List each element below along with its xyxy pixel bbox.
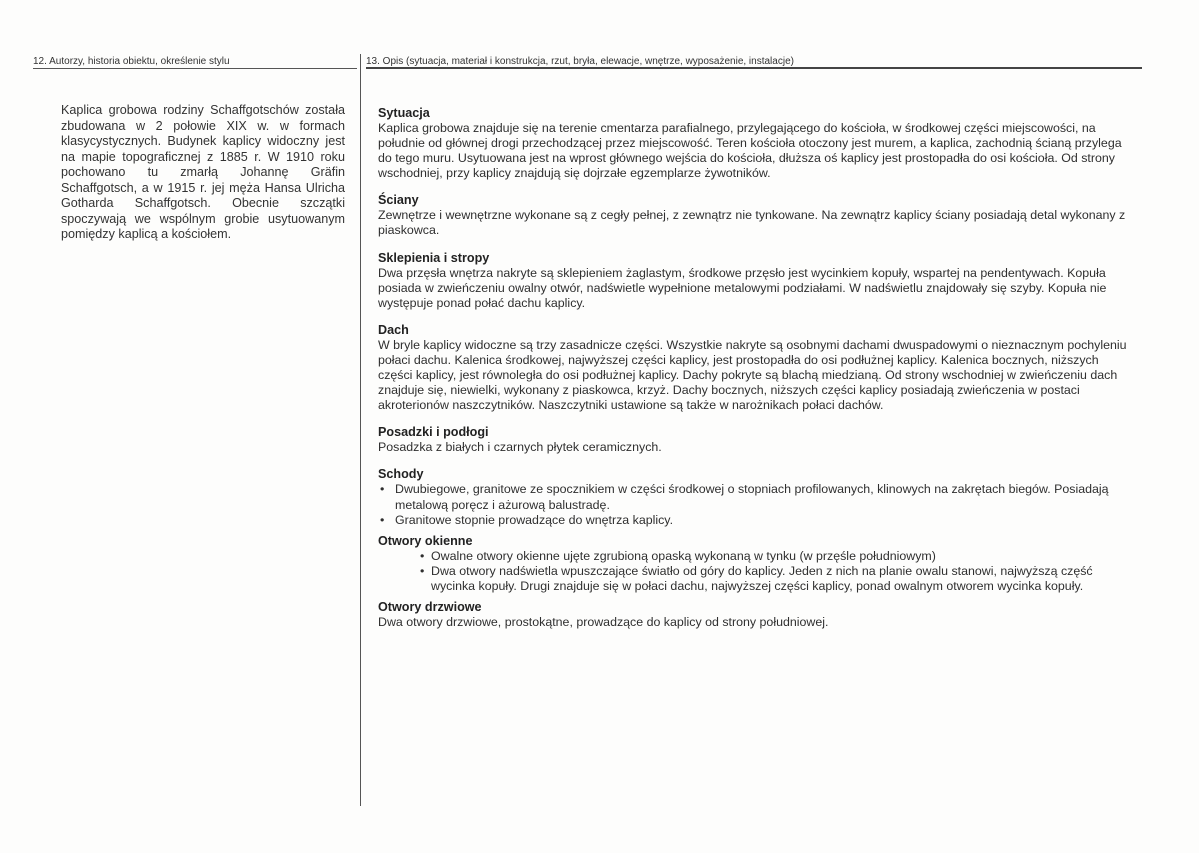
section-drzwiowe bbox=[378, 600, 1130, 630]
section-dach bbox=[378, 323, 1130, 413]
list-item: • Granitowe stopnie prowadzące do wnętrza kaplicy. bbox=[378, 513, 1130, 528]
section-text: Posadzka z białych i czarnych płytek ceramicznych. bbox=[378, 440, 662, 455]
section-title: Dach bbox=[378, 322, 409, 337]
section-sciany bbox=[378, 193, 1130, 238]
section-text: Dwa otwory drzwiowe, prostokątne, prowadzące do kaplicy od strony południowej. bbox=[378, 614, 829, 629]
description-column bbox=[378, 106, 1130, 630]
section-title: Otwory drzwiowe bbox=[378, 599, 482, 614]
section-text: W bryle kaplicy widoczne są trzy zasadnicze części. Wszystkie nakryte są osobnymi dachami dwuspadowymi o nieznacznym pochyleniu połaci dachu. Kalenica środkowej, najwyższej części kaplicy, jest prostopadła do osi podłużnej kaplicy. Kalenica bocznych, niższych części kaplicy, jest równoległa do osi podłużnej kaplicy. Dachy pokryte są blachą miedzianą. Od strony wschodniej w zwieńczeniu dach znajduje się, niewielki, wykonany z piaskowca, krzyż. Dachy bocznych, niższych części kaplicy posiadają zwieńczenia w postaci akroterionów naszczytników. Naszczytniki ustawione są także w narożnikach połaci dachów. bbox=[378, 337, 1127, 413]
column-divider bbox=[360, 54, 361, 806]
section-posadzki bbox=[378, 425, 1130, 455]
bullet-list bbox=[378, 482, 1130, 527]
section-12-header: 12. Autorzy, historia obiektu, określenie stylu bbox=[33, 56, 357, 69]
list-item: • Owalne otwory okienne ujęte zgrubioną opaską wykonaną w tynku (w przęśle południowym) bbox=[378, 549, 1130, 564]
bullet-list bbox=[378, 549, 1130, 594]
section-title: Otwory okienne bbox=[378, 533, 473, 548]
list-item: • Dwa otwory nadświetla wpuszczające światło od góry do kaplicy. Jeden z nich na planie owalu stanowi, najwyższą część wycinka kopuły. Drugi znajduje się w połaci dachu, najwyższej części kaplicy, ponad owalnym otworem wycinka kopuły. bbox=[378, 564, 1130, 594]
section-okienne bbox=[378, 534, 1130, 594]
section-title: Schody bbox=[378, 467, 424, 482]
section-sytuacja bbox=[378, 106, 1130, 181]
section-text: Dwa przęsła wnętrza nakryte są sklepieniem żaglastym, środkowe przęsło jest wycinkiem kopuły, wspartej na pendentywach. Kopuła posiada w zwieńczeniu owalny otwór, nadświetle wypełnione metalowymi podziałami. W nadświetlu znajdowały się szyby. Kopuła nie występuje ponad połać dachu kaplicy. bbox=[378, 265, 1107, 310]
section-title: Sklepienia i stropy bbox=[378, 250, 490, 265]
section-text: Kaplica grobowa znajduje się na terenie cmentarza parafialnego, przylegającego do kościoła, w środkowej części miejscowości, na południe od głównej drogi przechodzącej przez miejscowość. Teren kościoła otoczony jest murem, a kaplica, zachodnią ścianą przylega do tego muru. Usytuowana jest na wprost głównego wejścia do kościoła, dłuższa oś kaplicy jest prostopadła do osi kościoła. Od strony wschodniej, przy kaplicy znajdują się dojrzałe egzemplarze żywotników. bbox=[378, 121, 1122, 181]
section-text: Zewnętrze i wewnętrzne wykonane są z cegły pełnej, z zewnątrz nie tynkowane. Na zewnątrz kaplicy ściany posiadają detal wykonany z piaskowca. bbox=[378, 208, 1126, 238]
section-schody bbox=[378, 467, 1130, 527]
section-title: Sytuacja bbox=[378, 106, 430, 120]
section-sklepienia bbox=[378, 251, 1130, 311]
list-item: • Dwubiegowe, granitowe ze spocznikiem w części środkowej o stopniach profilowanych, klinowych na zakrętach biegów. Posiadają metalową poręcz i ażurową balustradę. bbox=[378, 482, 1130, 512]
section-13-header: 13. Opis (sytuacja, materiał i konstrukcja, rzut, bryła, elewacje, wnętrze, wyposażenie, instalacje) bbox=[366, 56, 1142, 69]
section-title: Ściany bbox=[378, 193, 419, 208]
history-text: Kaplica grobowa rodziny Schaffgotschów została zbudowana w 2 połowie XIX w. w formach klasycystycznych. Budynek kaplicy widoczny jest na mapie topograficznej z 1885 r. W 1910 roku pochowano tu zmarłą Johannę Gräfin Schaffgotsch, a w 1915 r. jej męża Hansa Ulricha Gotharda Schaffgotsch. Obecnie szczątki spoczywają we wspólnym grobie usytuowanym pomiędzy kaplicą a kościołem. bbox=[61, 103, 345, 241]
section-title: Posadzki i podłogi bbox=[378, 425, 489, 440]
